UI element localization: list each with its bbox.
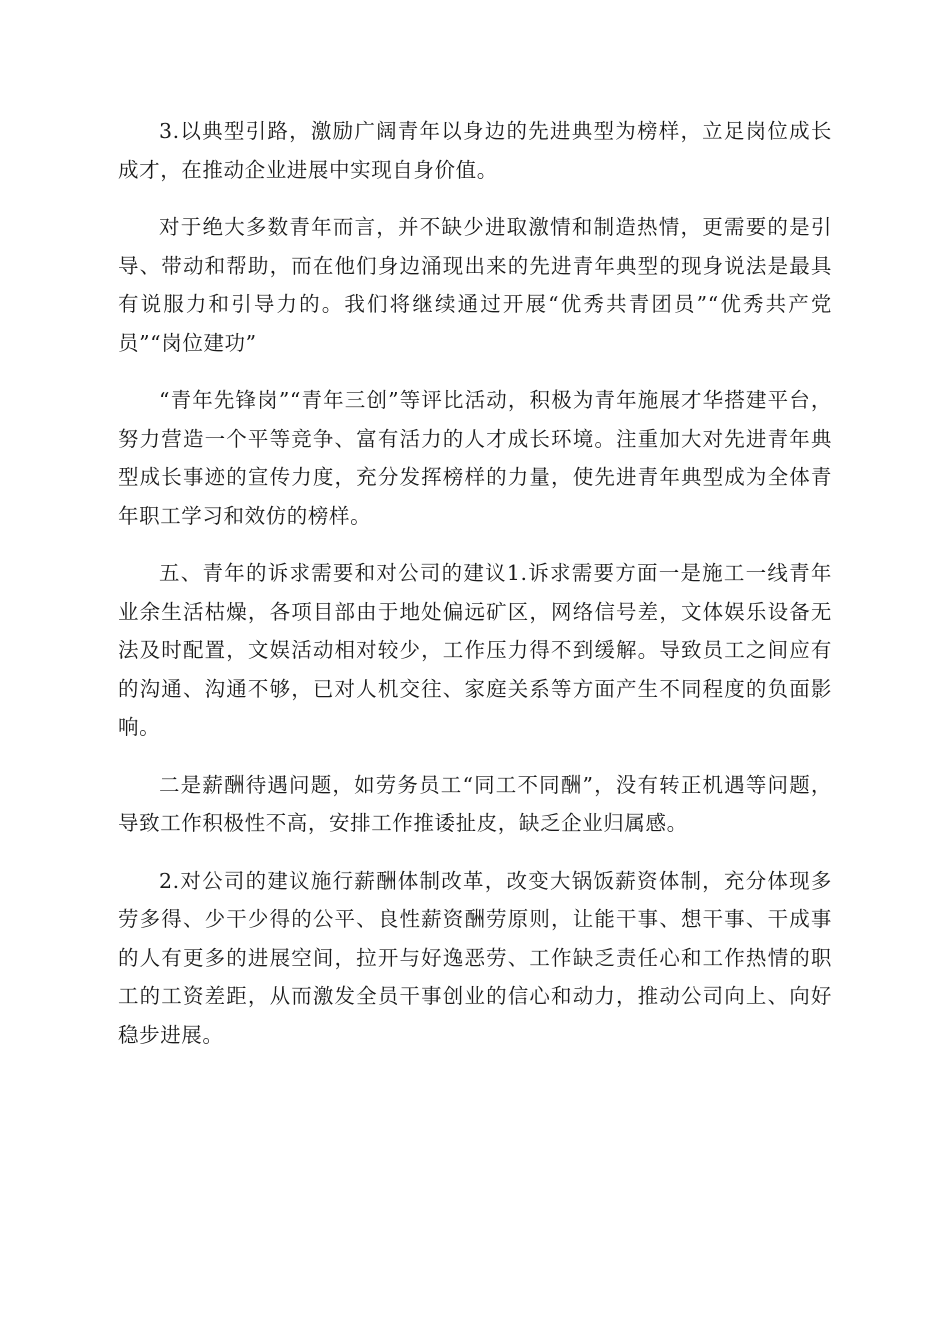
- paragraph-salary-issues: 二是薪酬待遇问题，如劳务员工“同工不同酬”，没有转正机遇等问题，导致工作积极性不高，安排工作推诿扯皮，缺乏企业归属感。: [118, 772, 832, 835]
- paragraph-youth-guidance: 对于绝大多数青年而言，并不缺少进取激情和制造热情，更需要的是引导、带动和帮助，而在他们身边涌现出来的先进青年典型的现身说法是最具有说服力和引导力的。我们将继续通过开展“优秀共青团员”“优秀共产党员”“岗位建功”: [118, 215, 832, 355]
- paragraph-typical-guidance: 3.以典型引路，激励广阔青年以身边的先进典型为榜样，立足岗位成长成才，在推动企业进展中实现自身价值。: [118, 119, 832, 182]
- document-page: [118, 112, 832, 1073]
- paragraph-evaluation-activities: “青年先锋岗”“青年三创”等评比活动，积极为青年施展才华搭建平台，努力营造一个平等竞争、富有活力的人才成长环境。注重加大对先进青年典型成长事迹的宣传力度，充分发挥榜样的力量，使先进青年典型成为全体青年职工学习和效仿的榜样。: [118, 388, 832, 528]
- paragraph-company-suggestions: 2.对公司的建议施行薪酬体制改革，改变大锅饭薪资体制，充分体现多劳多得、少干少得的公平、良性薪资酬劳原则，让能干事、想干事、干成事的人有更多的进展空间，拉开与好逸恶劳、工作缺乏责任心和工作热情的职工的工资差距，从而激发全员干事创业的信心和动力，推动公司向上、向好稳步进展。: [118, 868, 832, 1047]
- paragraph-youth-demands: 五、青年的诉求需要和对公司的建议1.诉求需要方面一是施工一线青年业余生活枯燥，各项目部由于地处偏远矿区，网络信号差，文体娱乐设备无法及时配置，文娱活动相对较少，工作压力得不到缓解。导致员工之间应有的沟通、沟通不够，已对人机交往、家庭关系等方面产生不同程度的负面影响。: [118, 561, 832, 739]
